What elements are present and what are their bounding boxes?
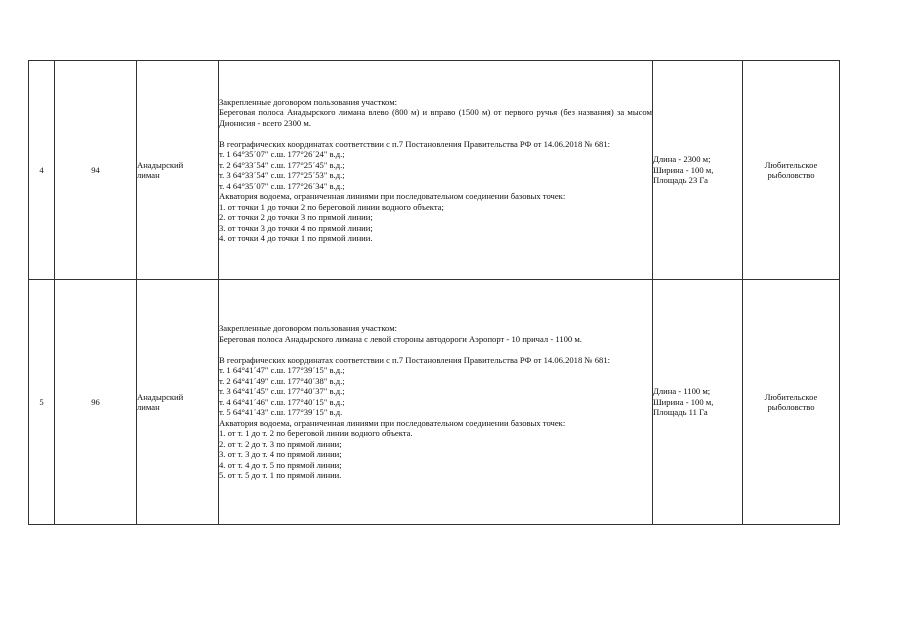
- row-number: 4: [29, 61, 55, 280]
- water-body-name: [137, 61, 219, 280]
- table-row: [29, 61, 840, 280]
- area-dimensions: [653, 61, 743, 280]
- name-line: лиман: [137, 402, 160, 412]
- coordinate-point: т. 1 64°35´07" с.ш. 177°26´24" в.д.;: [219, 149, 345, 159]
- desc-body: Береговая полоса Анадырского лимана влево (800 м) и вправо (1500 м) от первого ручья (без названия) за мысом Дионисия - всего 2300 м.: [219, 107, 652, 128]
- coordinate-point: т. 3 64°41´45" с.ш. 177°40´37" в.д.;: [219, 386, 345, 397]
- dimension-line: Ширина - 100 м,: [653, 396, 714, 407]
- area-dimensions: [653, 280, 743, 525]
- desc-body: Береговая полоса Анадырского лимана с левой стороны автодороги Аэропорт - 10 причал - 1100 м.: [219, 333, 582, 344]
- coordinate-point: т. 2 64°41´49" с.ш. 177°40´38" в.д.;: [219, 375, 345, 386]
- area-id: 94: [55, 61, 137, 280]
- dimension-line: Длина - 1100 м;: [653, 386, 711, 397]
- usage-line: Любительское: [764, 391, 818, 402]
- table-row: [29, 280, 840, 525]
- spacer: [219, 128, 652, 139]
- usage-type: [743, 61, 840, 280]
- usage-line: рыболовство: [767, 402, 815, 412]
- boundary-line: 3. от т. 3 до т. 4 по прямой линии;: [219, 449, 342, 460]
- desc-intro: Закрепленные договором пользования участком:: [219, 96, 398, 107]
- area-id: 96: [55, 280, 137, 525]
- boundary-line: 1. от т. 1 до т. 2 по береговой линии водного объекта.: [219, 428, 413, 439]
- spacer: [219, 344, 652, 355]
- dimension-line: Площадь 23 Га: [653, 175, 708, 186]
- boundary-line: 1. от точки 1 до точки 2 по береговой линии водного объекта;: [219, 201, 444, 212]
- desc-aquatory: Акватория водоема, ограниченная линиями при последовательном соединении базовых точек:: [219, 417, 566, 428]
- coordinate-point: т. 1 64°41´47" с.ш. 177°39´15" в.д.;: [219, 365, 345, 376]
- coordinate-point: т. 3 64°33´54" с.ш. 177°25´53" в.д.;: [219, 170, 345, 180]
- water-body-name: [137, 280, 219, 525]
- usage-line: Любительское: [764, 159, 818, 170]
- coordinate-point: т. 4 64°41´46" с.ш. 177°40´15" в.д.;: [219, 396, 345, 407]
- boundary-line: 2. от т. 2 до т. 3 по прямой линии;: [219, 438, 342, 449]
- dimension-line: Длина - 2300 м;: [653, 154, 711, 165]
- coordinate-point: т. 2 64°33´54" с.ш. 177°25´45" в.д.;: [219, 159, 345, 170]
- boundary-line: 4. от т. 4 до т. 5 по прямой линии;: [219, 459, 342, 470]
- dimension-line: Ширина - 100 м,: [653, 164, 714, 175]
- usage-type: [743, 280, 840, 525]
- desc-aquatory: Акватория водоема, ограниченная линиями при последовательном соединении базовых точек:: [219, 191, 566, 201]
- boundary-line: 4. от точки 4 до точки 1 по прямой линии.: [219, 233, 373, 243]
- fishing-areas-table: [28, 60, 840, 525]
- name-line: Анадырский: [137, 391, 184, 402]
- boundary-line: 5. от т. 5 до т. 1 по прямой линии.: [219, 470, 342, 481]
- desc-geo: В географических координатах соответствии с п.7 Постановления Правительства РФ от 14.06.2018 № 681:: [219, 138, 611, 149]
- desc-intro: Закрепленные договором пользования участком:: [219, 323, 398, 334]
- name-line: Анадырский: [137, 159, 184, 170]
- boundary-line: 2. от точки 2 до точки 3 по прямой линии;: [219, 212, 373, 222]
- coordinate-point: т. 5 64°41´43" с.ш. 177°39´15" в.д.: [219, 407, 343, 418]
- boundary-line: 3. от точки 3 до точки 4 по прямой линии;: [219, 222, 373, 233]
- row-number: 5: [29, 280, 55, 525]
- area-description: [219, 280, 653, 525]
- name-line: лиман: [137, 170, 160, 180]
- desc-geo: В географических координатах соответствии с п.7 Постановления Правительства РФ от 14.06.2018 № 681:: [219, 354, 611, 365]
- usage-line: рыболовство: [767, 170, 815, 180]
- coordinate-point: т. 4 64°35´07" с.ш. 177°26´34" в.д.;: [219, 180, 345, 191]
- area-description: [219, 61, 653, 280]
- dimension-line: Площадь 11 Га: [653, 407, 708, 418]
